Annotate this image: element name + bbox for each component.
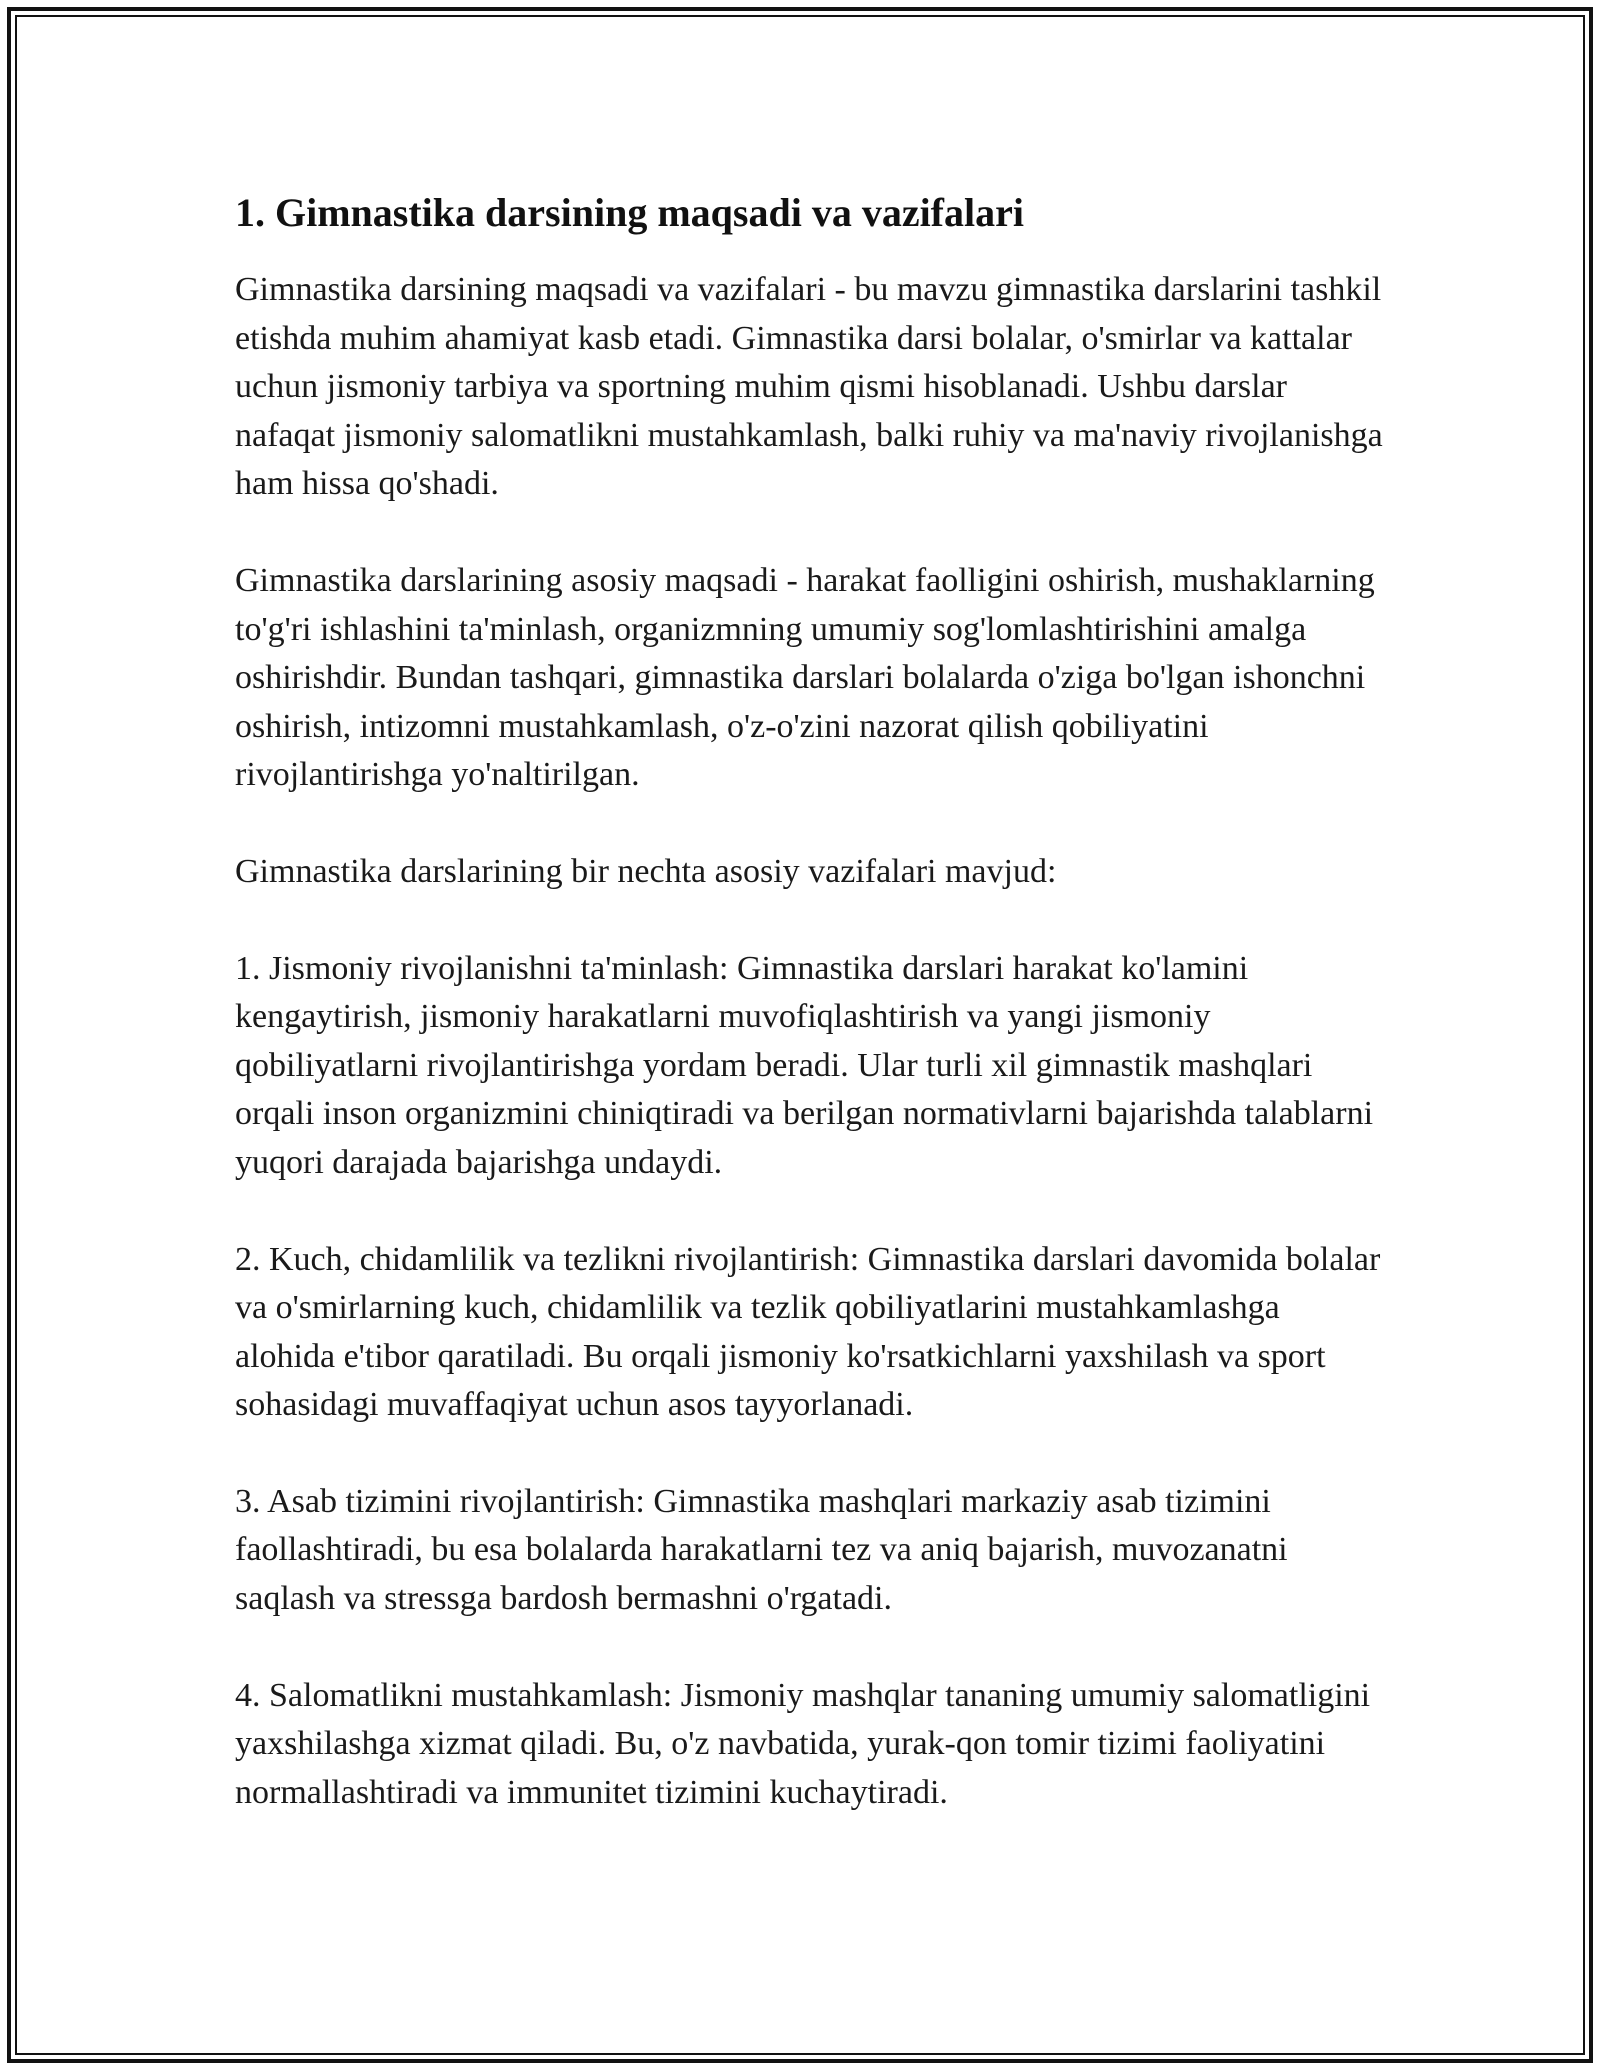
- task-item-2: 2. Kuch, chidamlilik va tezlikni rivojlantirish: Gimnastika darslari davomida bolalar va o'smirlarning kuch, chidamlilik va tezlik qobiliyatlarini mustahkamlashga alohida e'tibor qaratiladi. Bu orqali jismoniy ko'rsatkichlarni yaxshilash va sport sohasidagi muvaffaqiyat uchun asos tayyorlanadi.: [235, 1240, 1381, 1424]
- task-item-3: 3. Asab tizimini rivojlantirish: Gimnastika mashqlari markaziy asab tizimini faollashtiradi, bu esa bolalarda harakatlarni tez va aniq bajarish, muvozanatni saqlash va stressga bardosh bermashni o'rgatadi.: [235, 1482, 1288, 1618]
- goal-paragraph: Gimnastika darslarining asosiy maqsadi - harakat faolligini oshirish, mushaklarning to'g'ri ishlashini ta'minlash, organizmning umumiy sog'lomlashtirishini amalga oshirishdir. Bundan tashqari, gimnastika darslari bolalarda o'ziga bo'lgan ishonchni oshirish, intizomni mustahkamlash, o'z-o'zini nazorat qilish qobiliyatini rivojlantirishga yo'naltirilgan.: [235, 561, 1375, 794]
- task-item-1: 1. Jismoniy rivojlanishni ta'minlash: Gimnastika darslari harakat ko'lamini kengaytirish, jismoniy harakatlarni muvofiqlashtirish va yangi jismoniy qobiliyatlarni rivojlantirishga yordam beradi. Ular turli xil gimnastik mashqlari orqali inson organizmini chiniqtiradi va berilgan normativlarni bajarishda talablarni yuqori darajada bajarishga undaydi.: [235, 949, 1374, 1181]
- document-body: [235, 186, 1385, 1865]
- page-title: 1. Gimnastika darsining maqsadi va vazifalari: [235, 190, 1024, 235]
- task-item-4: 4. Salomatlikni mustahkamlash: Jismoniy mashqlar tananing umumiy salomatligini yaxshilashga xizmat qiladi. Bu, o'z navbatida, yurak-qon tomir tizimi faoliyatini normallashtiradi va immunitet tizimini kuchaytiradi.: [235, 1676, 1371, 1811]
- intro-paragraph: Gimnastika darsining maqsadi va vazifalari - bu mavzu gimnastika darslarini tashkil etishda muhim ahamiyat kasb etadi. Gimnastika darsi bolalar, o'smirlar va kattalar uchun jismoniy tarbiya va sportning muhim qismi hisoblanadi. Ushbu darslar nafaqat jismoniy salomatlikni mustahkamlash, balki ruhiy va ma'naviy rivojlanishga ham hissa qo'shadi.: [235, 271, 1383, 503]
- tasks-intro-paragraph: Gimnastika darslarining bir nechta asosiy vazifalari mavjud:: [235, 852, 1057, 890]
